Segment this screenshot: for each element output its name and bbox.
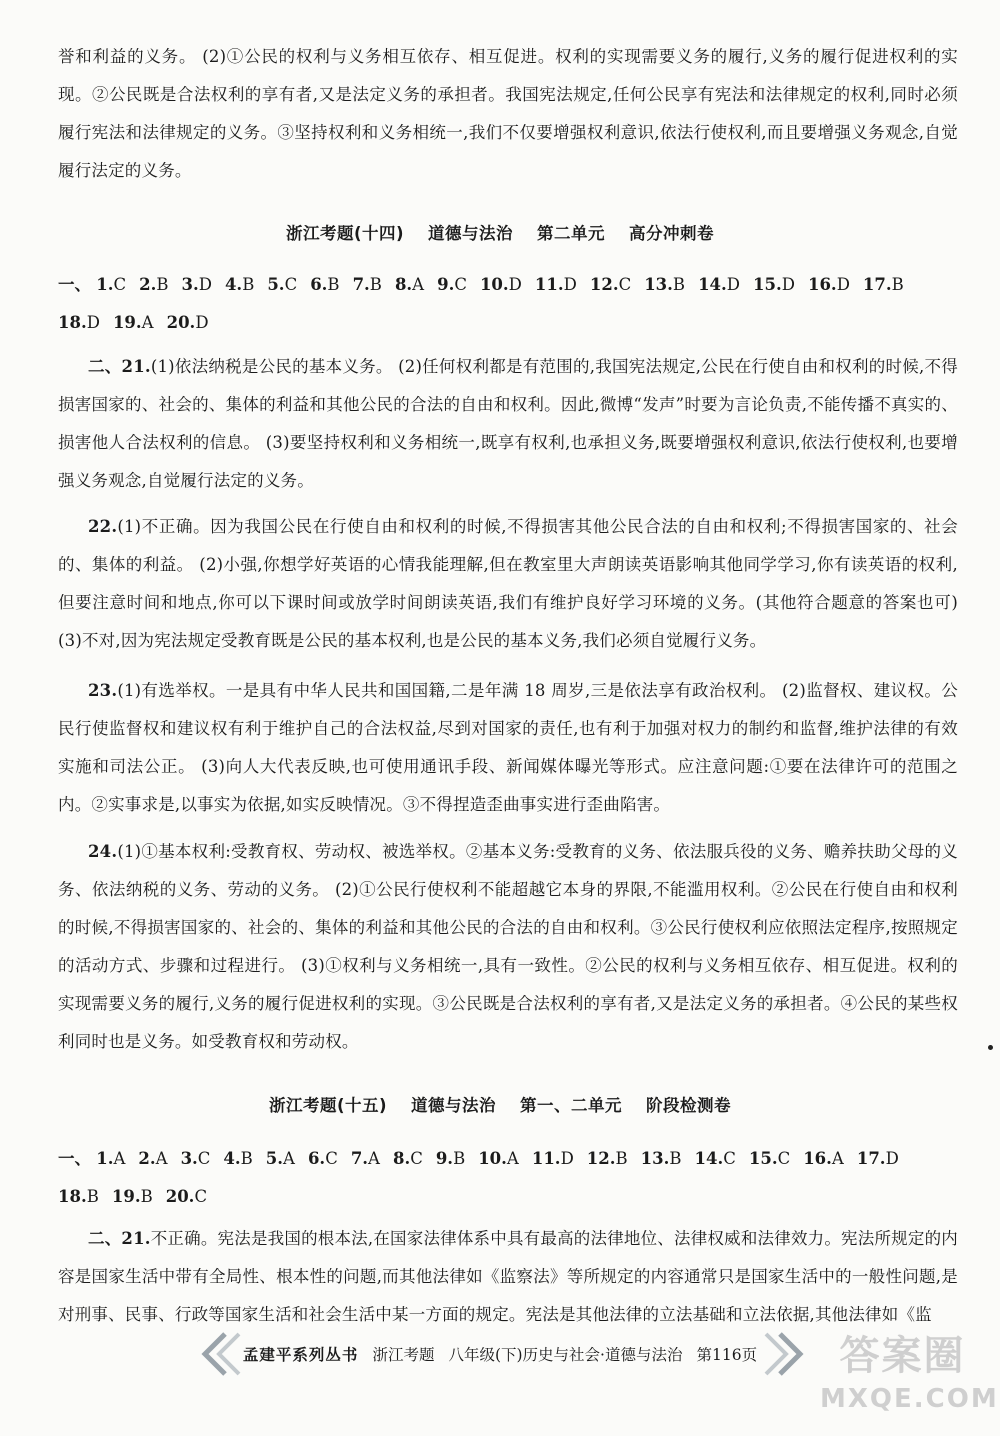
choice-number: 13. xyxy=(644,275,673,294)
footer-page-number: 第116页 xyxy=(696,1346,758,1364)
choice-number: 18. xyxy=(58,313,87,332)
choice-number: 20. xyxy=(166,313,196,332)
choice-number: 3. xyxy=(180,1149,198,1168)
choice-number: 3. xyxy=(181,275,199,294)
section-15-title-kind: 阶段检测卷 xyxy=(646,1096,732,1115)
section-15-title-unit: 第一、二单元 xyxy=(520,1096,623,1115)
choice-letter: B xyxy=(669,1149,682,1168)
section-14-part-one-label: 一、 xyxy=(58,275,91,294)
choice-answer xyxy=(225,266,254,304)
choice-letter: C xyxy=(777,1149,791,1168)
choice-letter: D xyxy=(885,1149,899,1168)
choice-number: 9. xyxy=(437,275,455,294)
choice-letter: D xyxy=(560,1149,574,1168)
choice-letter: A xyxy=(113,1149,126,1168)
choice-letter: D xyxy=(726,275,741,294)
choice-letter: A xyxy=(155,1149,168,1168)
watermark-logo xyxy=(820,1330,999,1430)
choice-answer xyxy=(698,266,740,304)
choice-letter: D xyxy=(86,313,100,332)
choice-answer xyxy=(167,304,209,342)
choice-answer xyxy=(436,1140,465,1178)
choice-answer xyxy=(166,1178,207,1216)
section-15-q21 xyxy=(58,1220,958,1334)
section-14-title-exam: 浙江考题(十四) xyxy=(285,224,405,243)
choice-number: 10. xyxy=(478,1149,507,1168)
choice-number: 4. xyxy=(223,1149,241,1168)
choice-number: 6. xyxy=(310,275,328,294)
s15-q21-answer: 不正确。宪法是我国的根本法,在国家法律体系中具有最高的法律地位、法律权威和法律效力。宪法所规定的内容是国家生活中带有全局性、根本性的问题,而其他法律如《监察法》等所规定的内容通常只是国家生活中的一般性问题,是对刑事、民事、行政等国家生活和社会生活中某一方面的规定。宪法是其他法律的立法基础和立法依据,其他法律如《监 xyxy=(58,1229,958,1324)
choice-number: 17. xyxy=(856,1149,886,1168)
choice-letter: B xyxy=(369,275,382,294)
choice-answer xyxy=(96,1140,125,1178)
choice-answer xyxy=(113,304,154,342)
choice-letter: B xyxy=(891,275,904,294)
choice-letter: D xyxy=(563,275,577,294)
choice-number: 7. xyxy=(350,1149,369,1168)
choice-answer xyxy=(266,1140,295,1178)
choice-answer xyxy=(590,266,631,304)
choice-answer xyxy=(535,266,577,304)
choice-answer xyxy=(139,266,168,304)
choice-letter: A xyxy=(141,313,154,332)
choice-letter: D xyxy=(195,313,209,332)
choice-number: 10. xyxy=(479,275,509,294)
choice-number: 7. xyxy=(352,275,370,294)
choice-number: 11. xyxy=(531,1149,561,1168)
choice-number: 18. xyxy=(58,1187,87,1206)
choice-letter: A xyxy=(283,1149,295,1168)
q21-number: 二、21. xyxy=(88,357,151,376)
choice-number: 15. xyxy=(748,1149,778,1168)
choice-answer xyxy=(857,1140,899,1178)
choice-answer xyxy=(480,266,522,304)
choice-number: 11. xyxy=(534,275,564,294)
section-14-title-subject: 道德与法治 xyxy=(428,224,514,243)
choice-answer xyxy=(353,266,382,304)
footer-series: 孟建平系列丛书 xyxy=(242,1345,359,1364)
section-14-q23 xyxy=(58,672,958,824)
section-15-part-one-label: 一、 xyxy=(58,1149,91,1168)
choice-answer xyxy=(58,304,100,342)
choice-letter: B xyxy=(156,275,169,294)
choice-number: 19. xyxy=(112,313,142,332)
choice-answer xyxy=(395,266,424,304)
choice-letter: B xyxy=(672,275,686,294)
choice-answer xyxy=(181,1140,211,1178)
choice-answer xyxy=(532,1140,574,1178)
q22-number: 22. xyxy=(88,517,118,536)
choice-number: 8. xyxy=(392,1149,411,1168)
choice-letter: D xyxy=(508,275,522,294)
choice-letter: D xyxy=(198,275,212,294)
choice-answer xyxy=(351,1140,380,1178)
choice-letter: B xyxy=(327,275,340,294)
choice-letter: C xyxy=(454,275,467,294)
choice-letter: D xyxy=(836,275,850,294)
footer-book: 浙江考题 xyxy=(372,1346,435,1364)
choice-number: 17. xyxy=(862,275,892,294)
choice-answer xyxy=(803,1140,844,1178)
choice-answer xyxy=(808,266,850,304)
choice-number: 5. xyxy=(267,275,285,294)
choice-answer xyxy=(96,266,126,304)
choice-letter: C xyxy=(325,1149,338,1168)
choice-answer xyxy=(641,1140,682,1178)
q23-number: 23. xyxy=(88,681,118,700)
watermark-title: 答案圈 xyxy=(839,1333,966,1379)
section-14-q24 xyxy=(58,833,958,1061)
section-15-choice-answers xyxy=(58,1140,958,1216)
choice-number: 20. xyxy=(165,1187,195,1206)
choice-letter: B xyxy=(86,1187,99,1206)
footer-right-chevron-icon xyxy=(760,1330,810,1378)
choice-number: 1. xyxy=(96,1149,114,1168)
choice-letter: A xyxy=(506,1149,519,1168)
choice-number: 2. xyxy=(138,1149,156,1168)
choice-number: 6. xyxy=(307,1149,326,1168)
choice-letter: D xyxy=(781,275,795,294)
choice-answer xyxy=(644,266,685,304)
section-14-q22 xyxy=(58,508,958,660)
footer-grade: 八年级(下)历史与社会·道德与法治 xyxy=(448,1346,683,1364)
choice-number: 13. xyxy=(640,1149,670,1168)
choice-number: 1. xyxy=(96,275,114,294)
choice-letter: B xyxy=(240,1149,253,1168)
choice-answer xyxy=(138,1140,167,1178)
section-14-title xyxy=(0,220,1000,244)
choice-letter: A xyxy=(368,1149,380,1168)
choice-answer xyxy=(223,1140,252,1178)
choice-number: 12. xyxy=(586,1149,616,1168)
q24-number: 24. xyxy=(88,842,118,861)
choice-answer xyxy=(753,266,795,304)
choice-letter: C xyxy=(284,275,298,294)
intro-paragraph: 誉和利益的义务。 (2)①公民的权利与义务相互依存、相互促进。权利的实现需要义务的履行,义务的履行促进权利的实现。②公民既是合法权利的享有者,又是法定义务的承担者。我国宪法规定,任何公民享有宪法和法律规定的权利,同时必须履行宪法和法律规定的义务。③坚持权利和义务相统一,我们不仅要增强权利意识,依法行使权利,而且要增强义务观念,自觉履行法定的义务。 xyxy=(58,47,958,180)
page-footer xyxy=(195,1337,805,1371)
choice-answer xyxy=(695,1140,736,1178)
q24-answer: (1)①基本权利:受教育权、劳动权、被选举权。②基本义务:受教育的义务、依法服兵役的义务、赡养扶助父母的义务、依法纳税的义务、劳动的义务。 (2)①公民行使权利不能超越它本身的界限,不能滥用权利。②公民在行使自由和权利的时候,不得损害国家的、社会的、集体的利益和其他公民的合法的自由和权利。③公民行使权利应依照法定程序,按照规定的活动方式、步骤和过程进行。 (3)①权利与义务相统一,具有一致性。②公民的权利与义务相互依存、相互促进。权利的实现需要义务的履行,义务的履行促进权利的实现。③公民既是合法权利的享有者,又是法定义务的承担者。④公民的某些权利同时也是义务。如受教育权和劳动权。 xyxy=(58,842,958,1051)
choice-answer xyxy=(437,266,467,304)
section-14-q21 xyxy=(58,348,958,500)
choice-number: 8. xyxy=(394,275,413,294)
section-15-title-subject: 道德与法治 xyxy=(411,1096,497,1115)
choice-answer xyxy=(181,266,211,304)
choice-answer xyxy=(112,1178,153,1216)
choice-answer xyxy=(587,1140,628,1178)
q21-answer: (1)依法纳税是公民的基本义务。 (2)任何权利都是有范围的,我国宪法规定,公民在行使自由和权利的时候,不得损害国家的、社会的、集体的利益和其他公民的合法的自由和权利。因此,微博“发声”时要为言论负责,不能传播不真实的、损害他人合法权利的信息。 (3)要坚持权利和义务相统一,既享有权利,也承担义务,既要增强权利意识,依法行使权利,也要增强义务观念,自觉履行法定的义务。 xyxy=(58,357,958,490)
choice-number: 5. xyxy=(265,1149,284,1168)
section-14-title-kind: 高分冲刺卷 xyxy=(629,224,715,243)
choice-letter: B xyxy=(242,275,255,294)
print-speck xyxy=(988,1045,993,1050)
choice-answer xyxy=(863,266,904,304)
choice-letter: B xyxy=(453,1149,466,1168)
choice-number: 14. xyxy=(698,275,727,294)
choice-letter: C xyxy=(723,1149,736,1168)
choice-letter: C xyxy=(197,1149,211,1168)
choice-number: 16. xyxy=(807,275,837,294)
watermark-domain: MXQE.COM xyxy=(820,1384,999,1414)
section-15-title-exam: 浙江考题(十五) xyxy=(268,1096,388,1115)
choice-answer xyxy=(749,1140,790,1178)
choice-letter: A xyxy=(412,275,425,294)
choice-letter: C xyxy=(113,275,127,294)
section-15-title xyxy=(0,1092,1000,1116)
choice-letter: A xyxy=(831,1149,844,1168)
section-14-title-unit: 第二单元 xyxy=(537,224,606,243)
choice-answer xyxy=(310,266,339,304)
choice-letter: C xyxy=(410,1149,423,1168)
choice-number: 4. xyxy=(224,275,243,294)
choice-answer xyxy=(267,266,297,304)
choice-letter: B xyxy=(140,1187,153,1206)
choice-letter: B xyxy=(615,1149,628,1168)
choice-answer xyxy=(478,1140,519,1178)
choice-answer xyxy=(393,1140,423,1178)
choice-answer xyxy=(308,1140,338,1178)
choice-answer xyxy=(58,1178,99,1216)
q22-answer: (1)不正确。因为我国公民在行使自由和权利的时候,不得损害其他公民合法的自由和权利;不得损害国家的、社会的、集体的利益。 (2)小强,你想学好英语的心情我能理解,但在教室里大声朗读英语影响其他同学学习,你有读英语的权利,但要注意时间和地点,你可以下课时间或放学时间朗读英语,我们有维护良好学习环境的义务。(其他符合题意的答案也可) (3)不对,因为宪法规定受教育既是公民的基本权利,也是公民的基本义务,我们必须自觉履行义务。 xyxy=(58,517,958,650)
choice-number: 12. xyxy=(589,275,619,294)
choice-number: 16. xyxy=(803,1149,832,1168)
section-14-choice-answers xyxy=(58,266,958,342)
choice-number: 9. xyxy=(435,1149,454,1168)
q23-answer: (1)有选举权。一是具有中华人民共和国国籍,二是年满 18 周岁,三是依法享有政治权利。 (2)监督权、建议权。公民行使监督权和建议权有利于维护自己的合法权益,尽到对国家的责任,也有利于加强对权力的制约和监督,维护法律的有效实施和司法公正。 (3)向人大代表反映,也可使用通讯手段、新闻媒体曝光等形式。应注意问题:①要在法律许可的范围之内。②实事求是,以事实为依据,如实反映情况。③不得捏造歪曲事实进行歪曲陷害。 xyxy=(58,681,958,814)
choice-number: 2. xyxy=(139,275,157,294)
choice-letter: C xyxy=(618,275,632,294)
choice-letter: C xyxy=(194,1187,208,1206)
choice-number: 15. xyxy=(753,275,782,294)
choice-number: 19. xyxy=(111,1187,141,1206)
s15-q21-number: 二、21. xyxy=(88,1229,151,1248)
choice-number: 14. xyxy=(694,1149,724,1168)
